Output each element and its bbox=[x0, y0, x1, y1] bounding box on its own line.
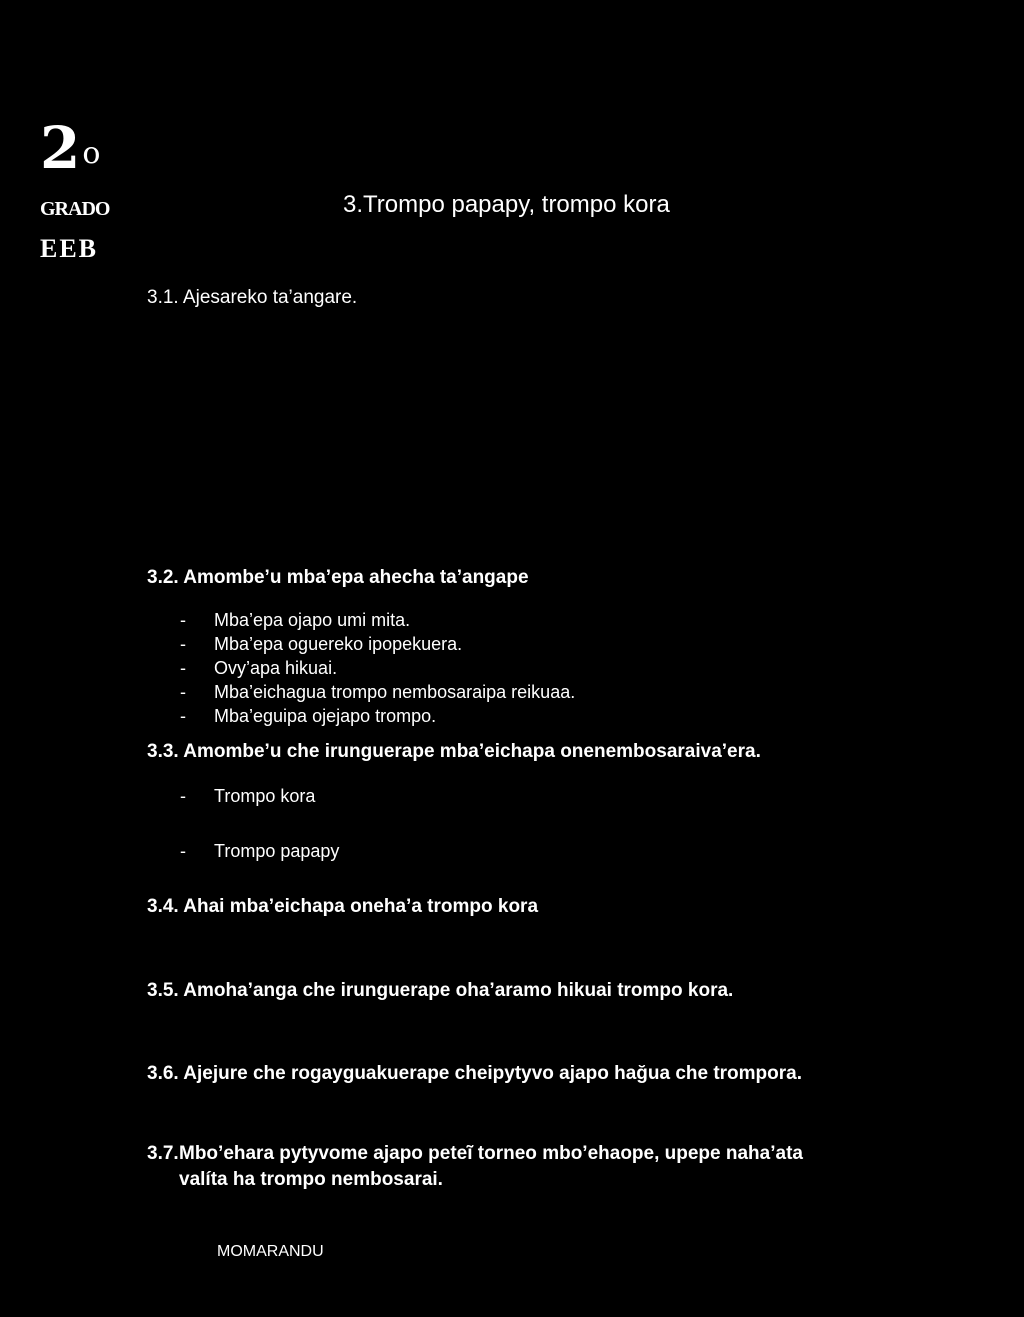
page-title: 3.Trompo papapy, trompo kora bbox=[343, 191, 670, 218]
list-item: - Trompo papapy bbox=[180, 841, 340, 861]
section-3-6-heading: 3.6. Ajejure che rogayguakuerape cheipytyvo ajapo hağua che trompora. bbox=[147, 1063, 803, 1084]
section-3-3-heading: 3.3. Amombe’u che irunguerape mba’eichapa onenembosaraiva’era. bbox=[147, 741, 761, 762]
grade-superscript: o bbox=[82, 136, 101, 171]
section-3-7-heading: 3.7.Mbo’ehara pytyvome ajapo peteĩ torneo mbo’ehaope, upepe naha’ata valíta ha trompo nembosarai. bbox=[147, 1143, 803, 1190]
list-item: - Mba’epa ojapo umi mita. bbox=[180, 610, 411, 630]
list-item: - Mba’eichagua trompo nembosaraipa reikuaa. bbox=[180, 682, 576, 702]
section-3-4-heading: 3.4. Ahai mba’eichapa oneha’a trompo kora bbox=[147, 896, 539, 917]
footer-label: MOMARANDU bbox=[217, 1243, 324, 1260]
section-3-2-heading: 3.2. Amombe’u mba’epa ahecha ta’angape bbox=[147, 567, 529, 588]
list-item: - Trompo kora bbox=[180, 786, 316, 806]
section-3-1-heading: 3.1. Ajesareko ta’angare. bbox=[147, 287, 358, 308]
grade-number: 2$^o$ bbox=[40, 114, 101, 182]
list-item: - Ovy’apa hikuai. bbox=[180, 658, 338, 678]
list-item: - Mba’eguipa ojejapo trompo. bbox=[180, 706, 437, 726]
list-item: - Mba’epa oguereko ipopekuera. bbox=[180, 634, 463, 654]
grade-label: GRADO bbox=[40, 198, 110, 220]
level-label: EEB bbox=[40, 234, 99, 263]
section-3-5-heading: 3.5. Amoha’anga che irunguerape oha’aramo hikuai trompo kora. bbox=[147, 980, 734, 1001]
